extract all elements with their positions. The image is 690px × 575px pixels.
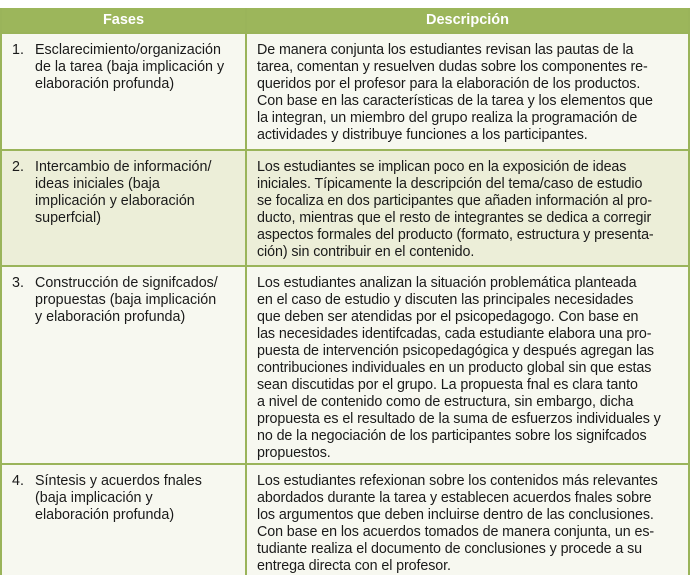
- header-descripcion: Descripción: [426, 12, 509, 28]
- table-row: [2, 265, 688, 463]
- header-fases: Fases: [2, 8, 247, 32]
- table-row: [2, 149, 688, 265]
- phase-name: Intercambio de información/ ideas iniciales (baja implicación y elaboración superfcial): [35, 159, 212, 226]
- phase-number: 2.: [12, 159, 24, 175]
- phase-description: Los estudiantes se implican poco en la exposición de ideas iniciales. Típicamente la descripción del tema/caso de estudio se focaliza en dos participantes que añaden información al pro- ducto, mientras que el resto de integrantes se dedica a corregir aspectos formales del producto (formato, estructura y presenta- ción) sin contribuir en el contenido.: [257, 159, 654, 260]
- table-row: [2, 32, 688, 149]
- phases-table: [0, 8, 690, 575]
- phase-description: Los estudiantes analizan la situación problemática planteada en el caso de estudio y discuten las principales necesidades que deben ser atendidas por el psicopedagogo. Con base en las necesidades identifcadas, cada estudiante elabora una pro- puesta de intervención psicopedagógica y después agregan las contribuciones individuales en un producto global sin que estas sean discutidas por el grupo. La propuesta fnal es clara tanto a nivel de contenido como de estructura, sin embargo, dicha propuesta es el resultado de la suma de esfuerzos individuales y no de la negociación de los participantes sobre los signifcados propuestos.: [257, 275, 661, 461]
- phase-number: 3.: [12, 275, 24, 291]
- phase-description: De manera conjunta los estudiantes revisan las pautas de la tarea, comentan y resuelven dudas sobre los componentes re- queridos por el profesor para la elaboración de los productos. Con base en las características de la tarea y los elementos que la integran, un miembro del grupo realiza la programación de actividades y distribuye funciones a los participantes.: [257, 42, 653, 143]
- phase-description: Los estudiantes refexionan sobre los contenidos más relevantes abordados durante la tarea y establecen acuerdos fnales sobre los argumentos que deben incluirse dentro de las conclusiones. Con base en los acuerdos tomados de manera conjunta, un es- tudiante realiza el documento de conclusiones y procede a su entrega directa con el profesor.: [257, 473, 658, 574]
- phase-number: 4.: [12, 473, 24, 489]
- table-row: [2, 463, 688, 575]
- phase-name: Síntesis y acuerdos fnales (baja implicación y elaboración profunda): [35, 473, 202, 523]
- phase-name: Construcción de signifcados/ propuestas (baja implicación y elaboración profunda): [35, 275, 218, 325]
- phase-name: Esclarecimiento/organización de la tarea (baja implicación y elaboración profunda): [35, 42, 225, 92]
- table-header: [2, 8, 688, 32]
- phase-number: 1.: [12, 42, 24, 58]
